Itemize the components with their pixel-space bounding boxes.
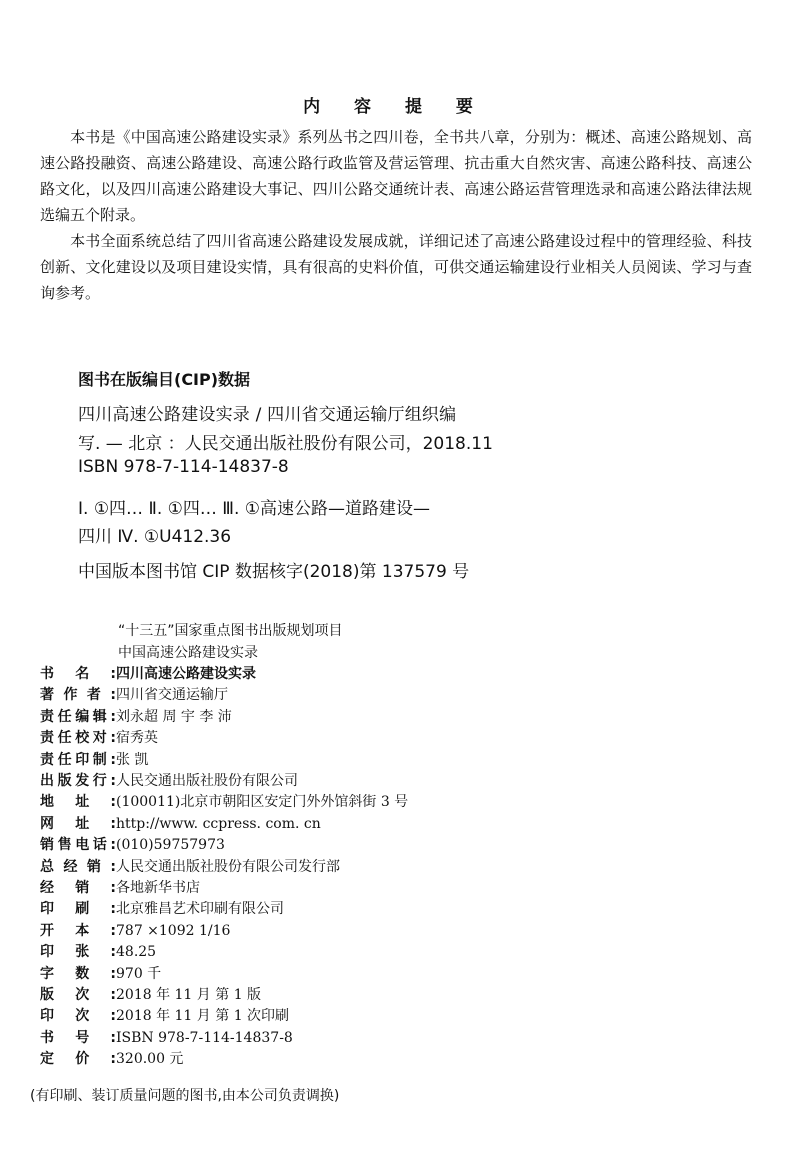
- info-value: 北京雅昌艺术印刷有限公司: [116, 901, 284, 917]
- info-row: [40, 727, 158, 747]
- info-label: 字数:: [40, 966, 116, 982]
- cip-line-4: Ⅰ. ①四… Ⅱ. ①四… Ⅲ. ①高速公路—道路建设—: [78, 499, 431, 519]
- info-value: ISBN 978-7-114-14837-8: [116, 1030, 293, 1046]
- info-value: http://www. ccpress. com. cn: [116, 816, 321, 832]
- info-label: 责任编辑:: [40, 709, 116, 725]
- info-label: 书号:: [40, 1030, 116, 1046]
- info-row: [40, 877, 200, 897]
- info-value: 四川高速公路建设实录: [116, 666, 256, 682]
- info-value: 刘永超 周 宇 李 沛: [116, 709, 232, 725]
- info-value: 320.00 元: [116, 1051, 184, 1067]
- info-value: 各地新华书店: [116, 880, 200, 896]
- project-line-2: 中国高速公路建设实录: [118, 645, 258, 661]
- info-value: (100011)北京市朝阳区安定门外外馆斜街 3 号: [116, 794, 409, 810]
- info-row: [40, 663, 256, 683]
- summary-paragraph-1: [40, 124, 752, 228]
- info-label: 责任校对:: [40, 730, 116, 746]
- info-row: [40, 791, 408, 811]
- info-label: 出版发行:: [40, 773, 116, 789]
- info-row: [40, 941, 156, 961]
- info-row: [40, 684, 228, 704]
- info-value: 张 凯: [116, 752, 149, 768]
- summary-heading: 内 容 提 要: [303, 97, 487, 117]
- info-label: 销售电话:: [40, 837, 116, 853]
- info-label: 地址:: [40, 794, 116, 810]
- quality-note: (有印刷、装订质量问题的图书,由本公司负责调换): [30, 1088, 340, 1104]
- info-value: 970 千: [116, 966, 162, 982]
- info-value: 787 ×1092 1/16: [116, 923, 231, 939]
- cip-line-1: 四川高速公路建设实录 / 四川省交通运输厅组织编: [78, 405, 457, 425]
- cip-heading: 图书在版编目(CIP)数据: [78, 370, 251, 389]
- info-value: 2018 年 11 月 第 1 版: [116, 987, 262, 1003]
- info-row: [40, 898, 284, 918]
- project-line-1: “十三五”国家重点图书出版规划项目: [118, 623, 343, 639]
- summary-paragraph-2: [40, 228, 752, 306]
- info-value: 人民交通出版社股份有限公司发行部: [116, 859, 340, 875]
- info-row: [40, 749, 148, 769]
- info-value: 2018 年 11 月 第 1 次印刷: [116, 1008, 290, 1024]
- info-value: 宿秀英: [116, 730, 158, 746]
- info-label: 网址:: [40, 816, 116, 832]
- info-row: [40, 813, 321, 833]
- info-label: 印刷:: [40, 901, 116, 917]
- info-label: 版次:: [40, 987, 116, 1003]
- summary-paragraph-1-text: 本书是《中国高速公路建设实录》系列丛书之四川卷，全书共八章，分别为：概述、高速公路规划、高速公路投融资、高速公路建设、高速公路行政监管及营运管理、抗击重大自然灾害、高速公路科技、高速公路文化，以及四川高速公路建设大事记、四川公路交通统计表、高速公路运营管理选录和高速公路法律法规选编五个附录。: [40, 128, 752, 224]
- info-label: 总经销:: [40, 859, 116, 875]
- info-row: [40, 984, 261, 1004]
- cip-line-2: 写. — 北京 ：人民交通出版社股份有限公司，2018.11: [78, 434, 493, 454]
- info-label: 印张:: [40, 944, 116, 960]
- info-value: 四川省交通运输厅: [116, 687, 228, 703]
- info-row: [40, 1048, 183, 1068]
- info-label: 责任印制:: [40, 752, 116, 768]
- info-label: 书名:: [40, 666, 116, 682]
- info-row: [40, 856, 340, 876]
- summary-paragraph-2-text: 本书全面系统总结了四川省高速公路建设发展成就，详细记述了高速公路建设过程中的管理经验、科技创新、文化建设以及项目建设实情，具有很高的史料价值，可供交通运输建设行业相关人员阅读、学习与查询参考。: [40, 232, 752, 302]
- info-row: [40, 963, 161, 983]
- cip-line-6: 中国版本图书馆 CIP 数据核字(2018)第 137579 号: [78, 562, 470, 582]
- info-row: [40, 834, 225, 854]
- info-row: [40, 1005, 289, 1025]
- info-value: 人民交通出版社股份有限公司: [116, 773, 298, 789]
- cip-line-3: ISBN 978-7-114-14837-8: [78, 457, 289, 477]
- info-row: [40, 770, 298, 790]
- cip-line-5: 四川 Ⅳ. ①U412.36: [78, 527, 232, 547]
- info-row: [40, 1027, 293, 1047]
- info-label: 印次:: [40, 1008, 116, 1024]
- info-row: [40, 920, 230, 940]
- info-row: [40, 706, 232, 726]
- info-value: 48.25: [116, 944, 157, 960]
- info-value: (010)59757973: [116, 837, 225, 853]
- info-label: 定价:: [40, 1051, 116, 1067]
- info-label: 著作者:: [40, 687, 116, 703]
- info-label: 开本:: [40, 923, 116, 939]
- info-label: 经销:: [40, 880, 116, 896]
